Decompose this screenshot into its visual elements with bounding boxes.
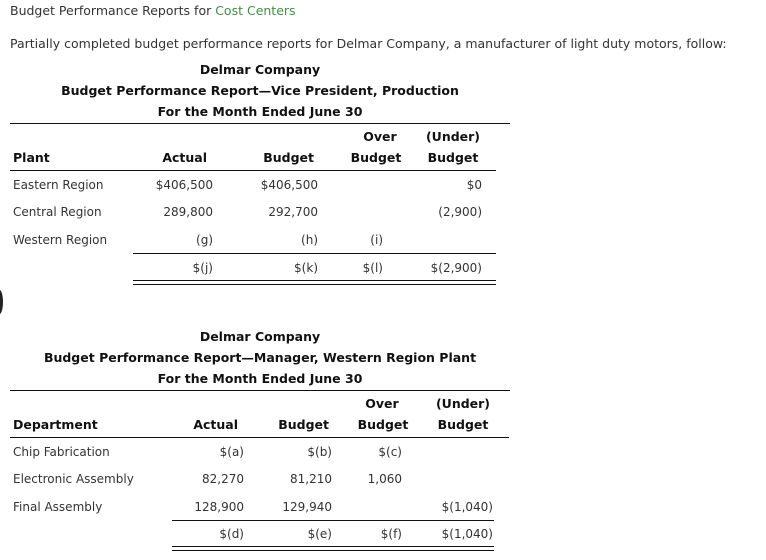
row-actual: 128,900 [194, 500, 244, 514]
row-label: Western Region [13, 233, 108, 247]
page-title [10, 3, 296, 18]
total-budget: $(k) [294, 261, 318, 275]
row-label: Central Region [13, 205, 102, 219]
report2-title: Budget Performance Report—Manager, Western Region Plant [43, 350, 477, 365]
row-actual: (g) [196, 233, 213, 247]
report1-title: Budget Performance Report—Vice President, Production [61, 83, 459, 98]
total-under: $(1,040) [441, 527, 493, 541]
col-under-top: (Under) [425, 129, 481, 144]
col-over-top: Over [363, 129, 397, 144]
row-under: (2,900) [438, 205, 482, 219]
report1-period: For the Month Ended June 30 [157, 104, 363, 119]
cost-centers-link[interactable]: Cost Centers [215, 3, 296, 18]
col-under-bottom: Budget [427, 150, 479, 165]
row-actual: 82,270 [202, 472, 244, 486]
total-over: $(f) [380, 527, 402, 541]
total-actual: $(d) [219, 527, 244, 541]
row-over: (i) [370, 233, 383, 247]
row-under: $(1,040) [441, 500, 493, 514]
row-budget: $(b) [307, 445, 332, 459]
row-label: Electronic Assembly [13, 472, 134, 486]
report1-company: Delmar Company [199, 62, 321, 77]
intro-text: Partially completed budget performance reports for Delmar Company, a manufacturer of light duty motors, follow: [10, 36, 727, 51]
double-underline [172, 546, 494, 551]
col-department: Department [13, 417, 98, 432]
divider [10, 170, 496, 171]
divider [172, 520, 494, 521]
edge-marker [0, 290, 3, 314]
total-under: $(2,900) [430, 261, 482, 275]
double-underline [133, 280, 496, 285]
col-plant: Plant [13, 150, 50, 165]
row-budget: $406,500 [260, 178, 318, 192]
page-title-text: Budget Performance Reports for [10, 3, 216, 18]
total-actual: $(j) [192, 261, 213, 275]
row-label: Final Assembly [13, 500, 103, 514]
row-budget: 292,700 [268, 205, 318, 219]
row-budget: 81,210 [290, 472, 332, 486]
divider [133, 253, 496, 254]
row-actual: $406,500 [155, 178, 213, 192]
divider [10, 123, 510, 124]
row-budget: 129,940 [282, 500, 332, 514]
col-actual: Actual [193, 417, 238, 432]
col-under-top: (Under) [435, 396, 491, 411]
report2-company: Delmar Company [199, 329, 321, 344]
col-budget: Budget [263, 150, 314, 165]
row-budget: (h) [301, 233, 318, 247]
col-budget: Budget [278, 417, 329, 432]
divider [10, 437, 509, 438]
total-budget: $(e) [307, 527, 332, 541]
col-over-top: Over [365, 396, 399, 411]
row-actual: $(a) [219, 445, 244, 459]
divider [10, 390, 510, 391]
row-label: Chip Fabrication [13, 445, 110, 459]
row-label: Eastern Region [13, 178, 104, 192]
total-over: $(l) [362, 261, 383, 275]
col-under-bottom: Budget [437, 417, 489, 432]
row-under: $0 [466, 178, 482, 192]
col-over-bottom: Budget [357, 417, 409, 432]
col-over-bottom: Budget [350, 150, 402, 165]
col-actual: Actual [162, 150, 207, 165]
row-over: 1,060 [367, 472, 402, 486]
row-actual: 289,800 [163, 205, 213, 219]
report2-period: For the Month Ended June 30 [157, 371, 363, 386]
row-over: $(c) [378, 445, 402, 459]
